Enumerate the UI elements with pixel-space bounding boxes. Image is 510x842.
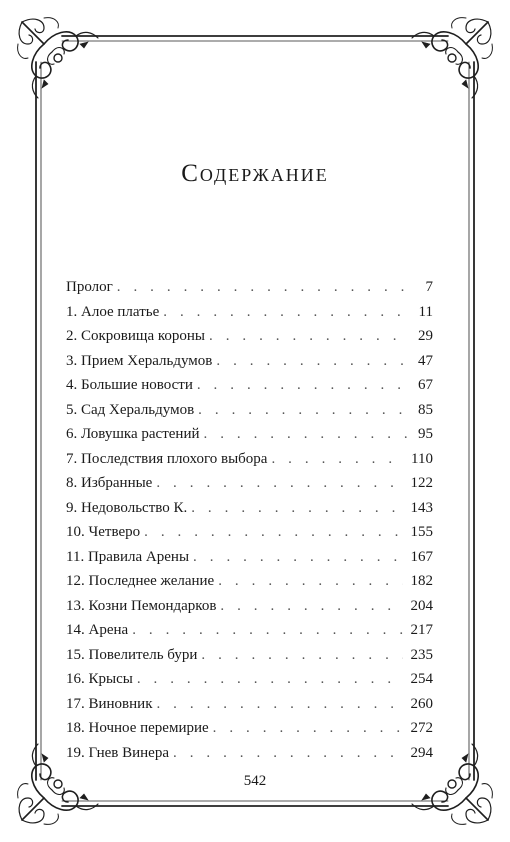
toc-entry (66, 598, 433, 623)
toc-entry-page: 7 (425, 279, 433, 295)
toc-entry-title: 2. Сокровища короны (66, 328, 205, 344)
toc-entry-page: 217 (410, 622, 433, 638)
toc-entry (66, 500, 433, 525)
toc-entry-page: 47 (418, 352, 433, 369)
toc-entry (66, 426, 433, 451)
toc-entry-title: 19. Гнев Винера (66, 744, 169, 761)
dot-leader (132, 622, 402, 639)
dot-leader (156, 696, 402, 713)
dot-leader (144, 524, 402, 541)
toc-entry-page: 272 (410, 720, 433, 736)
dot-leader (117, 279, 407, 296)
dot-leader (209, 328, 407, 345)
dot-leader (201, 647, 402, 664)
toc-entry-title: 8. Избранные (66, 475, 153, 491)
table-of-contents (66, 279, 433, 769)
toc-entry (66, 377, 433, 402)
toc-entry (66, 475, 433, 500)
toc-entry-title: 4. Большие новости (66, 377, 193, 393)
toc-entry-page: 110 (411, 450, 433, 467)
toc-entry (66, 745, 433, 770)
page-title: Содержание (181, 160, 329, 187)
toc-entry-page: 294 (410, 744, 433, 761)
dot-leader (220, 598, 402, 615)
toc-entry-title: 5. Сад Херальдумов (66, 401, 195, 418)
toc-entry (66, 549, 433, 574)
toc-entry-title: 3. Прием Херальдумов (66, 352, 213, 369)
toc-entry-page: 67 (418, 377, 433, 393)
toc-entry-title: 13. Козни Пемондарков (66, 597, 217, 614)
toc-entry (66, 402, 433, 427)
dot-leader (216, 353, 407, 370)
toc-entry (66, 622, 433, 647)
toc-entry-title: Пролог (66, 279, 113, 295)
toc-entry (66, 524, 433, 549)
toc-entry-title: 12. Последнее желание (66, 573, 215, 589)
toc-entry-page: 155 (410, 524, 433, 540)
toc-entry (66, 647, 433, 672)
toc-entry-title: 7. Последствия плохого выбора (66, 450, 268, 467)
toc-entry-page: 11 (418, 303, 433, 320)
toc-entry-title: 16. Крысы (66, 671, 133, 687)
toc-entry-title: 9. Недовольство К. (66, 499, 188, 516)
dot-leader (156, 475, 402, 492)
toc-entry-page: 167 (410, 548, 433, 565)
toc-entry (66, 696, 433, 721)
toc-entry-title: 6. Ловушка растений (66, 426, 200, 442)
dot-leader (137, 671, 403, 688)
toc-entry-page: 182 (410, 573, 433, 589)
dot-leader (198, 402, 407, 419)
dot-leader (197, 377, 407, 394)
toc-entry (66, 573, 433, 598)
toc-entry-page: 29 (418, 328, 433, 344)
toc-entry-page: 122 (410, 475, 433, 491)
dot-leader (213, 720, 403, 737)
dot-leader (163, 304, 407, 321)
toc-entry-page: 235 (410, 646, 433, 663)
toc-entry-title: 10. Четверо (66, 524, 141, 540)
toc-entry (66, 304, 433, 329)
toc-entry-page: 260 (410, 695, 433, 712)
corner-ornament-top-right (412, 18, 492, 98)
page-number: 542 (243, 773, 267, 789)
toc-entry-title: 14. Арена (66, 622, 129, 638)
toc-entry (66, 328, 433, 353)
dot-leader (218, 573, 402, 590)
toc-entry-page: 85 (418, 401, 433, 418)
toc-entry-page: 204 (410, 597, 433, 614)
toc-entry-page: 254 (410, 671, 433, 687)
dot-leader (204, 426, 408, 443)
dot-leader (193, 549, 402, 566)
toc-entry (66, 279, 433, 304)
dot-leader (173, 745, 403, 762)
toc-entry-title: 18. Ночное перемирие (66, 720, 209, 736)
toc-entry-page: 95 (418, 426, 433, 442)
dot-leader (271, 451, 403, 468)
toc-entry-title: 17. Виновник (66, 695, 153, 712)
toc-entry-page: 143 (410, 499, 433, 516)
toc-entry (66, 451, 433, 476)
toc-entry (66, 353, 433, 378)
toc-entry (66, 671, 433, 696)
toc-entry-title: 11. Правила Арены (66, 548, 190, 565)
toc-entry-title: 1. Алое платье (66, 303, 160, 320)
toc-entry (66, 720, 433, 745)
toc-entry-title: 15. Повелитель бури (66, 646, 198, 663)
dot-leader (191, 500, 402, 517)
corner-ornament-top-left (18, 18, 98, 98)
